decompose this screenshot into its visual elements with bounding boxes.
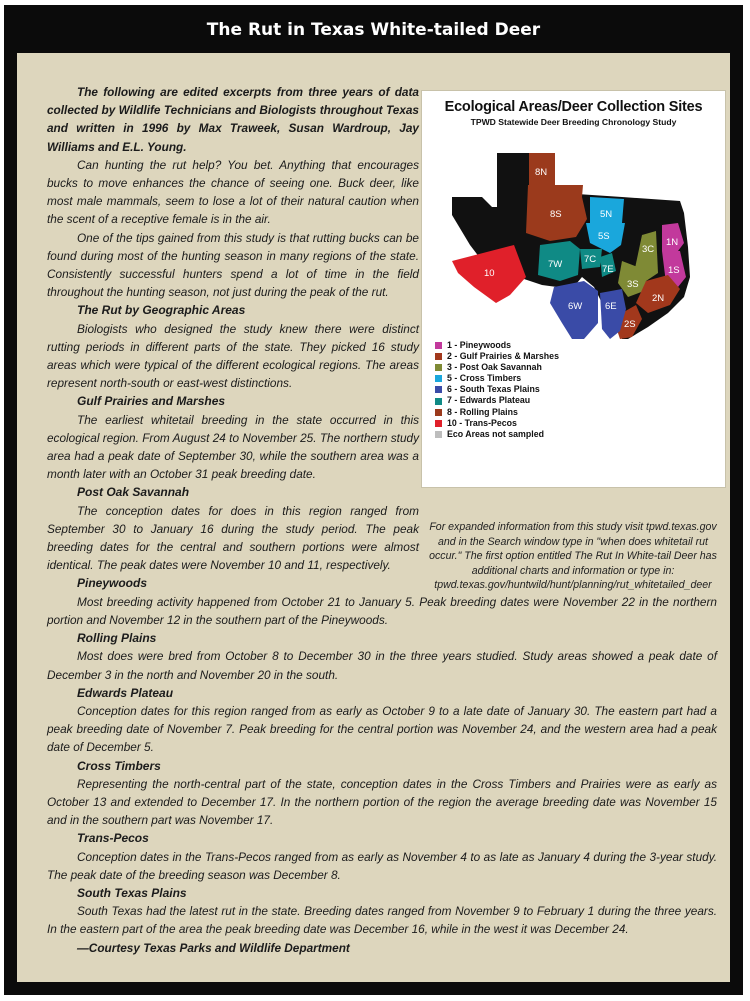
legend-label: Eco Areas not sampled [447, 428, 544, 439]
legend-swatch [435, 431, 442, 438]
legend-item [435, 373, 559, 384]
map-label-3c: 3C [642, 244, 655, 255]
section-heading: Pineywoods [77, 576, 148, 591]
map-label-2s: 2S [624, 319, 636, 330]
legend-item [435, 362, 559, 373]
legend-label: 7 - Edwards Plateau [447, 395, 531, 406]
legend-label: 1 - Pineywoods [447, 340, 512, 350]
legend-swatch [435, 420, 442, 427]
texas-map-svg [422, 127, 725, 339]
legend-swatch [435, 398, 442, 405]
map-legend [435, 340, 559, 440]
section-heading: The Rut by Geographic Areas [77, 303, 246, 318]
section-heading: Cross Timbers [77, 758, 161, 773]
legend-swatch [435, 342, 442, 349]
section-text: Biologists who designed the study knew there were distinct rutting periods in different parts of the state. They picked 16 study areas which were typical of the different ecological regions. The areas represent north-south or east-west distinctions. [47, 321, 419, 391]
map-label-6w: 6W [568, 301, 583, 312]
legend-swatch [435, 353, 442, 360]
article-narrow-column [47, 83, 419, 574]
legend-item [435, 395, 559, 406]
ecological-areas-map [421, 90, 726, 488]
legend-label: 6 - South Texas Plains [447, 384, 540, 395]
map-label-2n: 2N [652, 293, 665, 304]
section-text: Representing the north-central part of the state, conception dates in the Cross Timbers and Prairies were as early as October 13 and extended to December 17. In the northern portion of the region the average breeding date was November 15 and in the southern part was November 17. [47, 776, 717, 828]
body-paragraph: One of the tips gained from this study is that rutting bucks can be found during most of the hunting season in many regions of the state. Consistently successful hunters spend a lot of time in the field throughout the hunting season, not just during the peak of the rut. [47, 230, 419, 300]
page-title: The Rut in Texas White-tailed Deer [206, 20, 541, 40]
map-label-7w: 7W [548, 259, 563, 270]
section-heading: Gulf Prairies and Marshes [77, 394, 226, 409]
map-label-5s: 5S [598, 231, 610, 242]
section-heading: Trans-Pecos [77, 831, 149, 846]
map-caption: For expanded information from this study visit tpwd.texas.gov and in the Search window type in "when does whitetail rut occur." The first option entitled The Rut In White-tail Deer has additional charts and information or type in: tpwd.texas.gov/huntwild/hunt/planning/rut_whitetailed_deer [429, 521, 717, 592]
section-heading: Edwards Plateau [77, 685, 174, 700]
legend-item [435, 429, 559, 440]
legend-item [435, 407, 559, 418]
map-label-7e: 7E [602, 264, 614, 275]
legend-swatch [435, 409, 442, 416]
legend-label: 10 - Trans-Pecos [447, 417, 517, 428]
section-text: The earliest whitetail breeding in the state occurred in this ecological region. From August 24 to November 25. The northern study area had a peak date of September 30, while the southern area was a month later with an October 31 peak breeding date. [47, 412, 419, 482]
section-text: Conception dates in the Trans-Pecos ranged from as early as November 4 to as late as January 4 during the 3-year study. The peak date of the breeding season was December 8. [47, 849, 717, 882]
content-panel [17, 53, 730, 982]
legend-label: 2 - Gulf Prairies & Marshes [447, 351, 559, 362]
article-frame [4, 5, 743, 995]
section-heading: Rolling Plains [77, 631, 157, 646]
map-label-6e: 6E [605, 301, 617, 312]
section-heading: South Texas Plains [77, 885, 187, 900]
map-label-8s: 8S [550, 209, 562, 220]
legend-item [435, 351, 559, 362]
legend-item [435, 384, 559, 395]
body-paragraph: Can hunting the rut help? You bet. Anything that encourages bucks to move enhances the chance of seeing one. Buck deer, like most male mammals, seem to lose a lot of their natural caution when the scent of a receptive female is in the air. [47, 157, 419, 227]
legend-swatch [435, 375, 442, 382]
legend-label: 8 - Rolling Plains [447, 406, 518, 417]
map-label-10: 10 [484, 268, 495, 279]
intro-paragraph: The following are edited excerpts from three years of data collected by Wildlife Technicians and Biologists throughout Texas and written in 1996 by Max Traweek, Susan Wardroup, Jay Williams and E.L. Young. [47, 85, 419, 154]
map-label-8n: 8N [535, 167, 548, 178]
section-text: The conception dates for does in this region ranged from September 30 to January 16 during the study period. The peak breeding dates for the central and southern portions were almost identical. The peak dates were November 10 and 11, respectively. [47, 503, 419, 573]
map-title: Ecological Areas/Deer Collection Sites [444, 99, 703, 115]
section-heading: Post Oak Savannah [77, 485, 190, 500]
section-text: Conception dates for this region ranged from as early as October 9 to a late date of January 30. The eastern part had a peak breeding date of November 7. Peak breeding for the central portion was November 24, and the western area had a peak date of December 5. [47, 703, 717, 755]
map-label-1s: 1S [668, 265, 680, 276]
legend-label: 3 - Post Oak Savannah [447, 362, 542, 373]
courtesy-line: —Courtesy Texas Parks and Wildlife Department [77, 940, 350, 955]
map-subtitle: TPWD Statewide Deer Breeding Chronology Study [470, 117, 677, 127]
section-text: Most breeding activity happened from October 21 to January 5. Peak breeding dates were November 22 in the northern portion and November 12 in the southern part of the Pineywoods. [47, 594, 717, 627]
legend-swatch [435, 386, 442, 393]
map-label-1n: 1N [666, 237, 679, 248]
section-text: South Texas had the latest rut in the state. Breeding dates ranged from November 9 to February 1 during the three years. In the eastern part of the area the peak breeding date was December 16, while in the west it was December 24. [47, 904, 717, 937]
legend-label: 5 - Cross Timbers [447, 373, 522, 384]
map-label-3s: 3S [627, 279, 639, 290]
map-label-5n: 5N [600, 209, 613, 220]
legend-item [435, 340, 559, 351]
section-text: Most does were bred from October 8 to December 30 in the three years studied. Study areas showed a peak date of December 3 in the north and November 20 in the south. [47, 649, 717, 682]
legend-swatch [435, 364, 442, 371]
map-label-7c: 7C [584, 254, 597, 265]
legend-item [435, 418, 559, 429]
